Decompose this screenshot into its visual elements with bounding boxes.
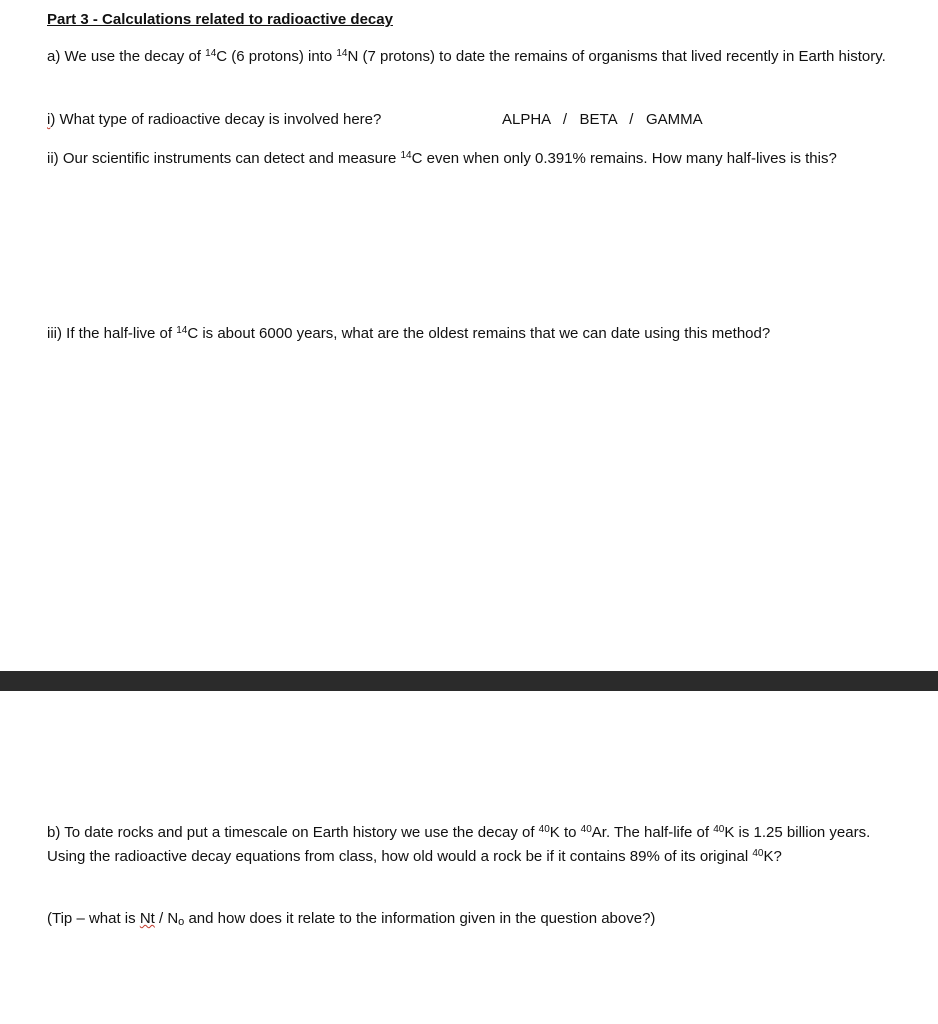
question-a-prefix: a) We use the decay of bbox=[47, 48, 206, 65]
carbon-mass-number: 14 bbox=[205, 48, 217, 59]
tip-note bbox=[47, 907, 887, 931]
question-iii bbox=[47, 322, 887, 346]
question-iii-rest: C is about 6000 years, what are the oldest remains that we can date using this method? bbox=[187, 325, 771, 342]
potassium-mass-number: 40 bbox=[713, 824, 725, 835]
potassium-mass-number: 40 bbox=[752, 848, 764, 859]
decay-type-options[interactable]: ALPHA / BETA / GAMMA bbox=[502, 111, 703, 128]
tip-subscript: o bbox=[178, 916, 185, 928]
question-b-prefix: b) To date rocks and put a timescale on Earth history we use the decay of bbox=[47, 824, 539, 841]
question-ii-prefix: ii) Our scientific instruments can detect and measure bbox=[47, 150, 401, 167]
question-a-rest: N (7 protons) to date the remains of organisms that lived recently in Earth history. bbox=[347, 48, 886, 65]
tip-prefix: (Tip – what is bbox=[47, 910, 140, 927]
page-break-divider bbox=[0, 671, 938, 691]
nitrogen-mass-number: 14 bbox=[336, 48, 348, 59]
argon-mass-number: 40 bbox=[580, 824, 592, 835]
question-ii-rest: C even when only 0.391% remains. How many half-lives is this? bbox=[411, 150, 837, 167]
question-i bbox=[47, 108, 927, 132]
question-b bbox=[47, 821, 887, 869]
worksheet-page-bottom bbox=[0, 691, 938, 1024]
carbon-mass-number: 14 bbox=[400, 150, 412, 161]
question-b-mid1: K to bbox=[549, 824, 581, 841]
potassium-mass-number: 40 bbox=[538, 824, 550, 835]
tip-rest: and how does it relate to the information given in the question above?) bbox=[184, 910, 656, 927]
question-b-end: K? bbox=[763, 848, 782, 865]
question-a-mid: C (6 protons) into bbox=[216, 48, 337, 65]
part-title: Part 3 - Calculations related to radioactive decay bbox=[47, 11, 393, 28]
tip-nt: Nt bbox=[139, 910, 155, 927]
question-i-text: ) What type of radioactive decay is involved here? bbox=[50, 111, 382, 128]
question-i-label-letter: i bbox=[47, 111, 51, 128]
question-iii-prefix: iii) If the half-live of bbox=[47, 325, 177, 342]
question-ii bbox=[47, 147, 887, 171]
carbon-mass-number: 14 bbox=[176, 325, 188, 336]
tip-mid: / N bbox=[154, 910, 179, 927]
question-b-mid2: Ar. The half-life of bbox=[591, 824, 714, 841]
question-b-mid3: K is 1.25 billion years. Using the radioactive decay equations from class, how old would a rock be if it contains 89% of its original bbox=[47, 824, 871, 865]
question-a bbox=[47, 45, 887, 69]
